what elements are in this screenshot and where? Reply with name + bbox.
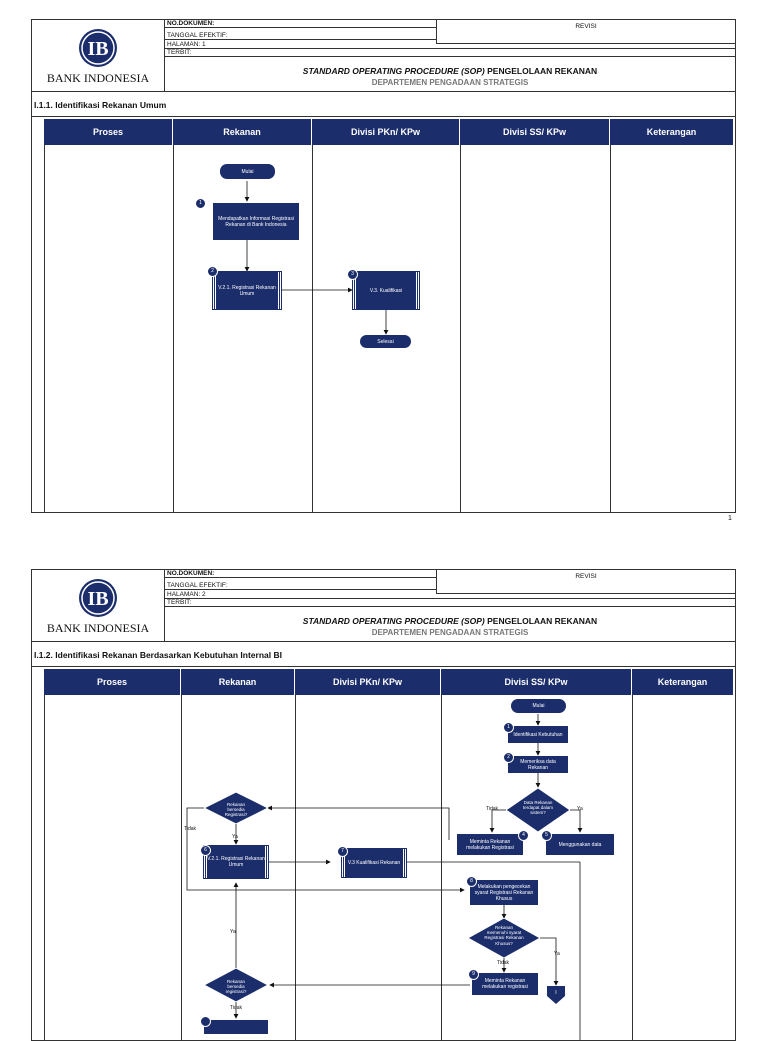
- label-ya: Ya: [230, 929, 236, 935]
- label-tidak: Tidak: [497, 960, 510, 966]
- step-number-9: 9: [468, 969, 479, 980]
- department-name: DEPARTEMEN PENGADAAN STRATEGIS: [371, 628, 529, 637]
- tanggal-efektif-field: TANGGAL EFEKTIF:: [165, 32, 436, 40]
- step-number-1: 1: [503, 722, 514, 733]
- process-next-step: [204, 1020, 268, 1034]
- flow-connectors: [32, 570, 735, 1040]
- step-number-1: 1: [195, 198, 206, 209]
- label-ya: Ya: [577, 806, 583, 812]
- svg-text:IB: IB: [87, 588, 109, 610]
- lane-header-divisi-pkn: Divisi PKn/ KPw: [295, 669, 441, 695]
- step-number-5: 5: [541, 830, 552, 841]
- no-dokumen-field: NO.DOKUMEN:: [165, 20, 436, 28]
- process-meminta-registrasi-2: Meminta Rekanan melakukan registrasi: [472, 973, 538, 995]
- sop-page-2: [31, 569, 736, 1041]
- end-terminator: Selesai: [360, 335, 411, 348]
- step-number-6: 6: [200, 845, 211, 856]
- decision-memenuhi-label: Rekanan memenuhi syarat Registrasi Rekanan Khusus?: [484, 925, 524, 946]
- process-menggunakan-data: Menggunakan data: [546, 834, 614, 855]
- lane-header-divisi-pkn: Divisi PKn/ KPw: [312, 119, 460, 145]
- decision-memenuhi-syarat: [468, 918, 540, 958]
- lane-header-divisi-ss: Divisi SS/ KPw: [460, 119, 610, 145]
- process-pengecekan-syarat: Melakukan pengecekan syarat Registrasi Rekanan Khusus: [470, 880, 538, 905]
- section-title: I.1.1. Identifikasi Rekanan Umum: [32, 91, 735, 117]
- start-terminator: Mulai: [511, 699, 566, 713]
- bank-name: BANK INDONESIA: [46, 71, 150, 85]
- terbit-field: TERBIT:: [165, 49, 735, 57]
- process-step-1: Mendapatkan Informasi Registrasi Rekanan di Bank Indonesia: [213, 203, 299, 240]
- decision-data-rekanan: [506, 788, 570, 832]
- decision-data-rekanan-label: Data Rekanan terdapat dalam sistem?: [522, 800, 554, 816]
- lane-header-proses: Proses: [44, 119, 173, 145]
- process-memeriksa-data: Memeriksa data Rekanan: [508, 756, 568, 773]
- svg-text:IB: IB: [87, 38, 109, 60]
- decision-bersedia-registrasi-2: [204, 968, 268, 1002]
- start-terminator: Mulai: [220, 164, 275, 179]
- revisi-field: REVISI: [436, 20, 735, 44]
- label-ya: Ya: [554, 951, 560, 957]
- process-identifikasi-kebutuhan: Identifikasi Kebutuhan: [508, 726, 568, 743]
- lane-header-keterangan: Keterangan: [610, 119, 733, 145]
- process-meminta-registrasi: Meminta Rekanan melakukan Registrasi: [457, 834, 523, 855]
- subprocess-kualifikasi-rekanan: V.3 Kualifikasi Rekanan: [342, 849, 406, 877]
- bank-name: BANK INDONESIA: [46, 621, 150, 635]
- no-dokumen-field: NO.DOKUMEN:: [165, 570, 436, 578]
- page-number: 1: [728, 515, 732, 522]
- decision-bersedia-1-label: Rekanan bersedia Registrasi?: [224, 802, 248, 818]
- subprocess-registrasi-rekanan-umum: V.2.1. Registrasi Rekanan Umum: [204, 846, 268, 878]
- revisi-field: REVISI: [436, 570, 735, 594]
- department-name: DEPARTEMEN PENGADAAN STRATEGIS: [371, 78, 529, 87]
- sop-page-1: [31, 19, 736, 513]
- lane-header-rekanan: Rekanan: [181, 669, 295, 695]
- step-number-4: 4: [518, 830, 529, 841]
- offpage-connector: [547, 986, 565, 1004]
- label-tidak: Tidak: [486, 806, 499, 812]
- decision-bersedia-2-label: Rekanan bersedia registrasi?: [225, 979, 247, 995]
- label-ya: Ya: [232, 834, 238, 840]
- label-tidak: Tidak: [230, 1005, 243, 1011]
- halaman-field: HALAMAN: 1: [165, 41, 735, 49]
- lane-header-rekanan: Rekanan: [173, 119, 312, 145]
- lane-header-keterangan: Keterangan: [632, 669, 733, 695]
- tanggal-efektif-field: TANGGAL EFEKTIF:: [165, 582, 436, 590]
- sop-title-italic: STANDARD OPERATING PROCEDURE (SOP): [302, 616, 485, 626]
- step-number-10: [200, 1016, 211, 1027]
- lane-header-proses: Proses: [44, 669, 181, 695]
- step-number-7: 7: [337, 846, 348, 857]
- flow-connectors: [32, 20, 735, 512]
- section-title: I.1.2. Identifikasi Rekanan Berdasarkan Kebutuhan Internal BI: [32, 641, 735, 667]
- sop-title-italic: STANDARD OPERATING PROCEDURE (SOP): [302, 66, 485, 76]
- step-number-8: 8: [466, 876, 477, 887]
- subprocess-registrasi-rekanan-umum: V.2.1. Registrasi Rekanan Umum: [213, 272, 281, 309]
- step-number-2: 2: [503, 752, 514, 763]
- terbit-field: TERBIT:: [165, 599, 735, 607]
- step-number-3: 3: [347, 269, 358, 280]
- sop-title-rest: PENGELOLAAN REKANAN: [484, 616, 598, 626]
- step-number-2: 2: [207, 266, 218, 277]
- halaman-field: HALAMAN: 2: [165, 591, 735, 599]
- lane-header-divisi-ss: Divisi SS/ KPw: [441, 669, 632, 695]
- offpage-connector-label: I: [555, 990, 557, 996]
- sop-title-rest: PENGELOLAAN REKANAN: [484, 66, 598, 76]
- label-tidak: Tidak: [184, 826, 197, 832]
- decision-bersedia-registrasi-1: [204, 792, 268, 824]
- subprocess-kualifikasi: V.3. Kualifikasi: [353, 272, 419, 309]
